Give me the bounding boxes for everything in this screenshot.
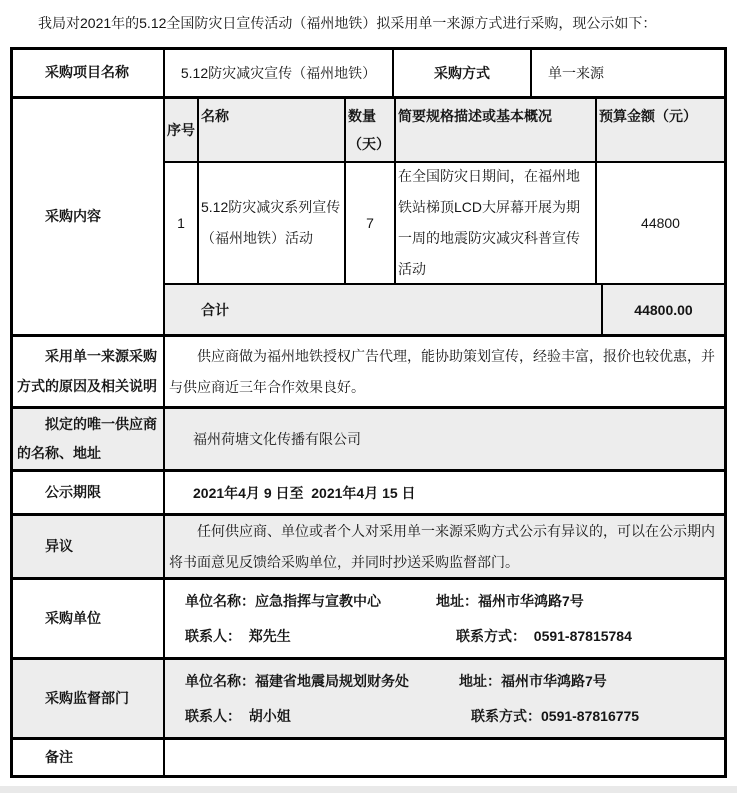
- item-spec-cell: [396, 163, 597, 283]
- period-value: 2021年4月 9 日至 2021年4月 15 日: [193, 484, 416, 501]
- supervisor-info: [165, 660, 724, 737]
- item-no: 1: [165, 163, 199, 283]
- period-label-cell: [13, 472, 165, 513]
- row-remark: [13, 737, 724, 775]
- total-value: 44800.00: [634, 301, 693, 318]
- project-name-label: 采购项目名称: [45, 64, 129, 81]
- supplier-label: 拟定的唯一供应商的名称、地址: [17, 415, 157, 461]
- item-spec: 在全国防灾日期间，在福州地铁站梯顶LCD大屏幕开展为期一周的地震防灾减灾科普宣传活动: [398, 168, 581, 277]
- procurement-table: [10, 47, 727, 778]
- supervisor-phone: 联系方式：0591-87816775: [471, 708, 640, 724]
- remark-label-cell: [13, 740, 165, 775]
- row-objection: [13, 513, 724, 577]
- supervisor-address: 地址：福州市华鸿路7号: [459, 673, 607, 689]
- objection-label-cell: [13, 516, 165, 577]
- period-label: 公示期限: [45, 483, 101, 500]
- content-label: 采购内容: [45, 207, 101, 224]
- item-budget: 44800: [641, 215, 680, 231]
- row-content: [13, 96, 724, 334]
- objection-value: 任何供应商、单位或者个人对采用单一来源采购方式公示有异议的，可以在公示期内将书面意见反馈给采购单位，并同时抄送采购监督部门。: [169, 523, 715, 570]
- reason-value: 供应商做为福州地铁授权广告代理，能协助策划宣传，经验丰富，报价也较优惠，并与供应商近三年合作效果良好。: [169, 348, 715, 395]
- remark-value: [165, 740, 724, 775]
- reason-label: 采用单一来源采购方式的原因及相关说明: [17, 348, 157, 394]
- purchaser-label: 采购单位: [45, 609, 101, 626]
- total-row: [165, 283, 724, 334]
- supervisor-contact: 联系人： 胡小姐: [185, 708, 291, 724]
- purchaser-line-2: [185, 626, 724, 646]
- item-row: [165, 161, 724, 283]
- total-label: 合计: [165, 285, 603, 334]
- item-table: [165, 99, 724, 334]
- objection-value-cell: [165, 516, 724, 577]
- intro-paragraph: 我局对2021年的5.12全国防灾日宣传活动（福州地铁）拟采用单一来源方式进行采购，现公示如下：: [38, 15, 657, 31]
- procurement-method-value: 单一来源: [548, 65, 604, 81]
- objection-label: 异议: [45, 537, 73, 554]
- item-name-cell: [199, 163, 346, 283]
- header-no: 序号: [165, 99, 199, 161]
- header-qty: 数量（天）: [346, 99, 396, 161]
- row-reason: [13, 334, 724, 406]
- purchaser-org: 单位名称：应急指挥与宣教中心: [185, 593, 381, 609]
- supplier-value: 福州荷塘文化传播有限公司: [193, 431, 361, 447]
- row-purchaser: [13, 577, 724, 657]
- purchaser-line-1: [185, 591, 724, 611]
- purchaser-contact: 联系人： 郑先生: [185, 628, 291, 644]
- header-budget: 预算金额（元）: [599, 108, 697, 124]
- purchaser-label-cell: [13, 580, 165, 657]
- row-supplier: [13, 406, 724, 469]
- row-project: [13, 50, 724, 96]
- purchaser-phone: 联系方式： 0591-87815784: [456, 628, 632, 644]
- supervisor-line-2: [185, 706, 724, 726]
- purchaser-address: 地址：福州市华鸿路7号: [436, 593, 584, 609]
- item-name: 5.12防灾减灾系列宣传（福州地铁）活动: [201, 199, 341, 246]
- purchaser-info: [165, 580, 724, 657]
- item-header-row: [165, 99, 724, 161]
- item-qty: 7: [346, 163, 396, 283]
- project-name-label-cell: [13, 50, 165, 96]
- header-spec: 简要规格描述或基本概况: [396, 99, 597, 161]
- supervisor-label-cell: [13, 660, 165, 737]
- row-period: [13, 469, 724, 513]
- remark-label: 备注: [45, 748, 73, 765]
- reason-value-cell: [165, 337, 724, 406]
- reason-label-cell: [13, 337, 165, 406]
- supervisor-label: 采购监督部门: [45, 689, 129, 706]
- project-name-value: 5.12防灾减灾宣传（福州地铁）: [165, 50, 394, 96]
- procurement-method-label: 采购方式: [394, 50, 532, 96]
- supervisor-line-1: [185, 671, 724, 691]
- page-background-strip: [0, 786, 737, 793]
- row-supervisor: [13, 657, 724, 737]
- header-name: 名称: [199, 99, 346, 161]
- supervisor-org: 单位名称：福建省地震局规划财务处: [185, 673, 409, 689]
- content-label-cell: [13, 99, 165, 334]
- supplier-label-cell: [13, 409, 165, 469]
